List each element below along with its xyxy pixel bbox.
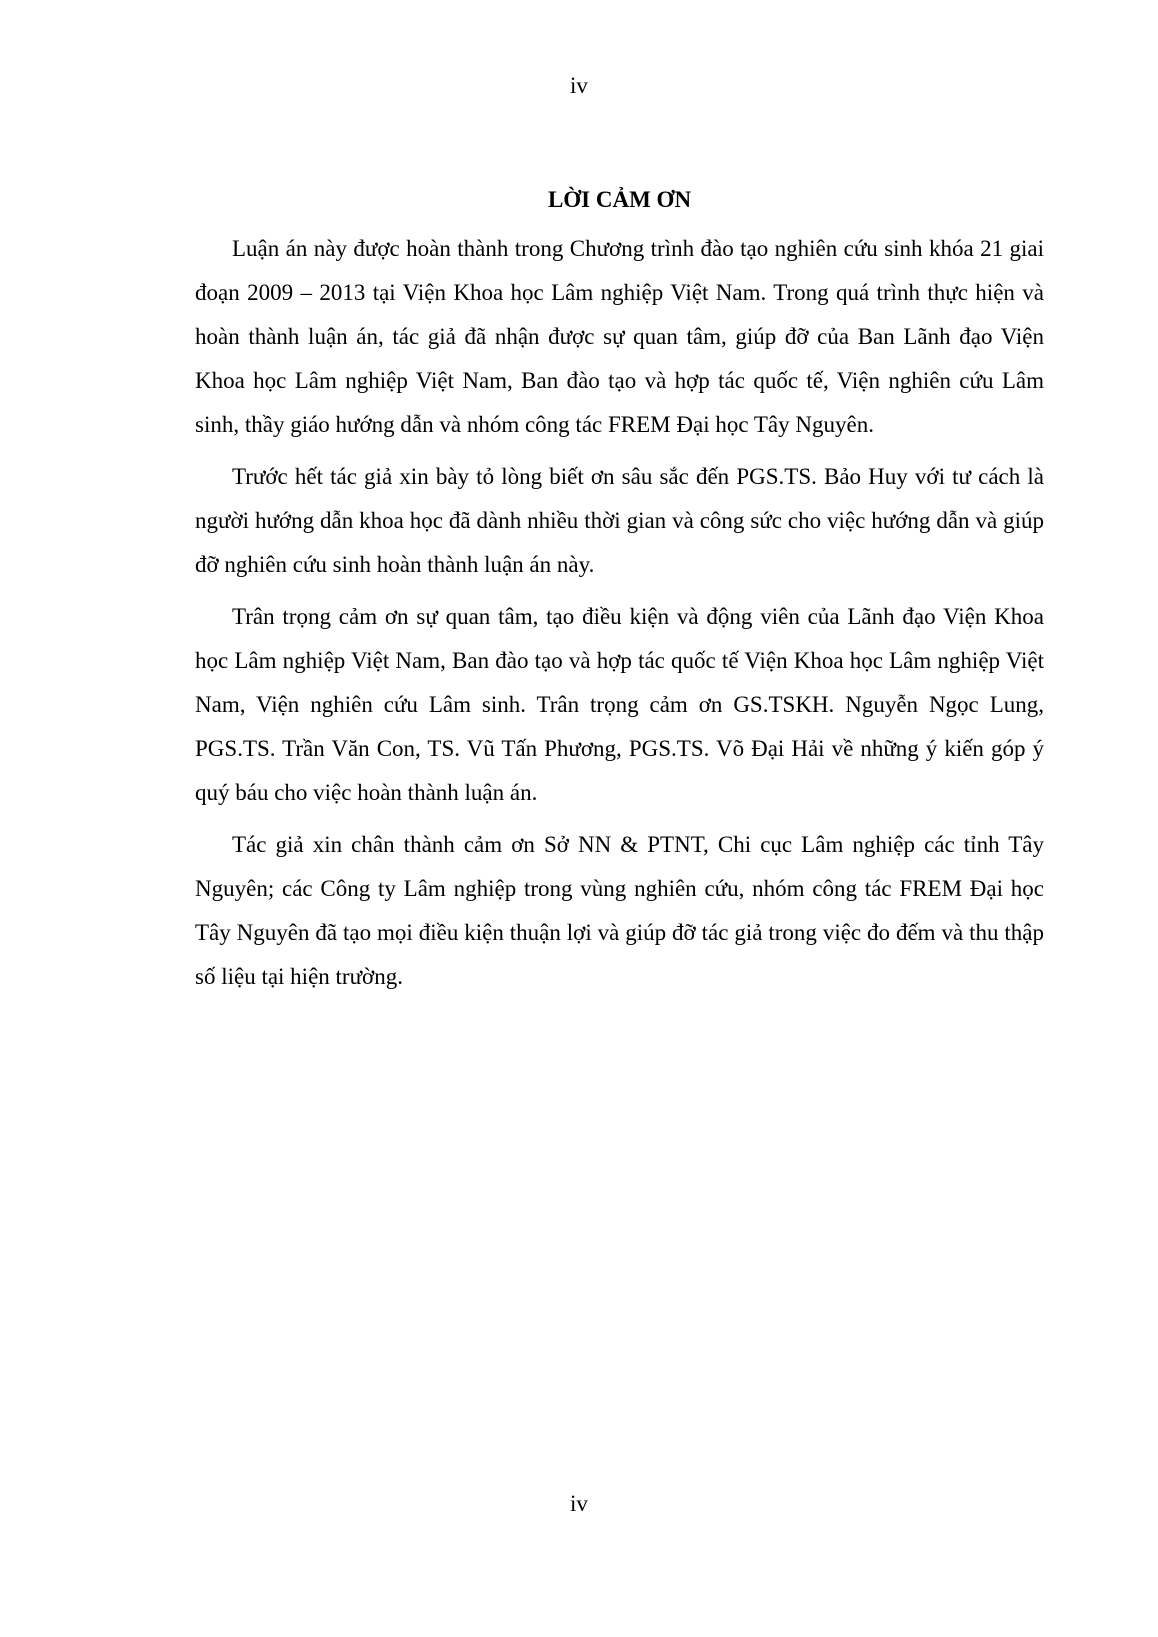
document-body (195, 185, 1044, 999)
paragraph-3: Trân trọng cảm ơn sự quan tâm, tạo điều kiện và động viên của Lãnh đạo Viện Khoa học Lâm nghiệp Việt Nam, Ban đào tạo và hợp tác quốc tế Viện Khoa học Lâm nghiệp Việt Nam, Viện nghiên cứu Lâm sinh. Trân trọng cảm ơn GS.TSKH. Nguyễn Ngọc Lung, PGS.TS. Trần Văn Con, TS. Vũ Tấn Phương, PGS.TS. Võ Đại Hải về những ý kiến góp ý quý báu cho việc hoàn thành luận án. (195, 604, 1044, 805)
page-number-top: iv (570, 73, 588, 98)
page-number-bottom: iv (570, 1491, 588, 1516)
page-title: LỜI CẢM ƠN (547, 187, 692, 212)
paragraph-2: Trước hết tác giả xin bày tỏ lòng biết ơn sâu sắc đến PGS.TS. Bảo Huy với tư cách là người hướng dẫn khoa học đã dành nhiều thời gian và công sức cho việc hướng dẫn và giúp đỡ nghiên cứu sinh hoàn thành luận án này. (195, 464, 1044, 577)
paragraph-4: Tác giả xin chân thành cảm ơn Sở NN & PTNT, Chi cục Lâm nghiệp các tỉnh Tây Nguyên; các Công ty Lâm nghiệp trong vùng nghiên cứu, nhóm công tác FREM Đại học Tây Nguyên đã tạo mọi điều kiện thuận lợi và giúp đỡ tác giả trong việc đo đếm và thu thập số liệu tại hiện trường. (195, 832, 1044, 989)
paragraph-1: Luận án này được hoàn thành trong Chương trình đào tạo nghiên cứu sinh khóa 21 giai đoạn 2009 – 2013 tại Viện Khoa học Lâm nghiệp Việt Nam. Trong quá trình thực hiện và hoàn thành luận án, tác giả đã nhận được sự quan tâm, giúp đỡ của Ban Lãnh đạo Viện Khoa học Lâm nghiệp Việt Nam, Ban đào tạo và hợp tác quốc tế, Viện nghiên cứu Lâm sinh, thầy giáo hướng dẫn và nhóm công tác FREM Đại học Tây Nguyên. (195, 236, 1044, 437)
